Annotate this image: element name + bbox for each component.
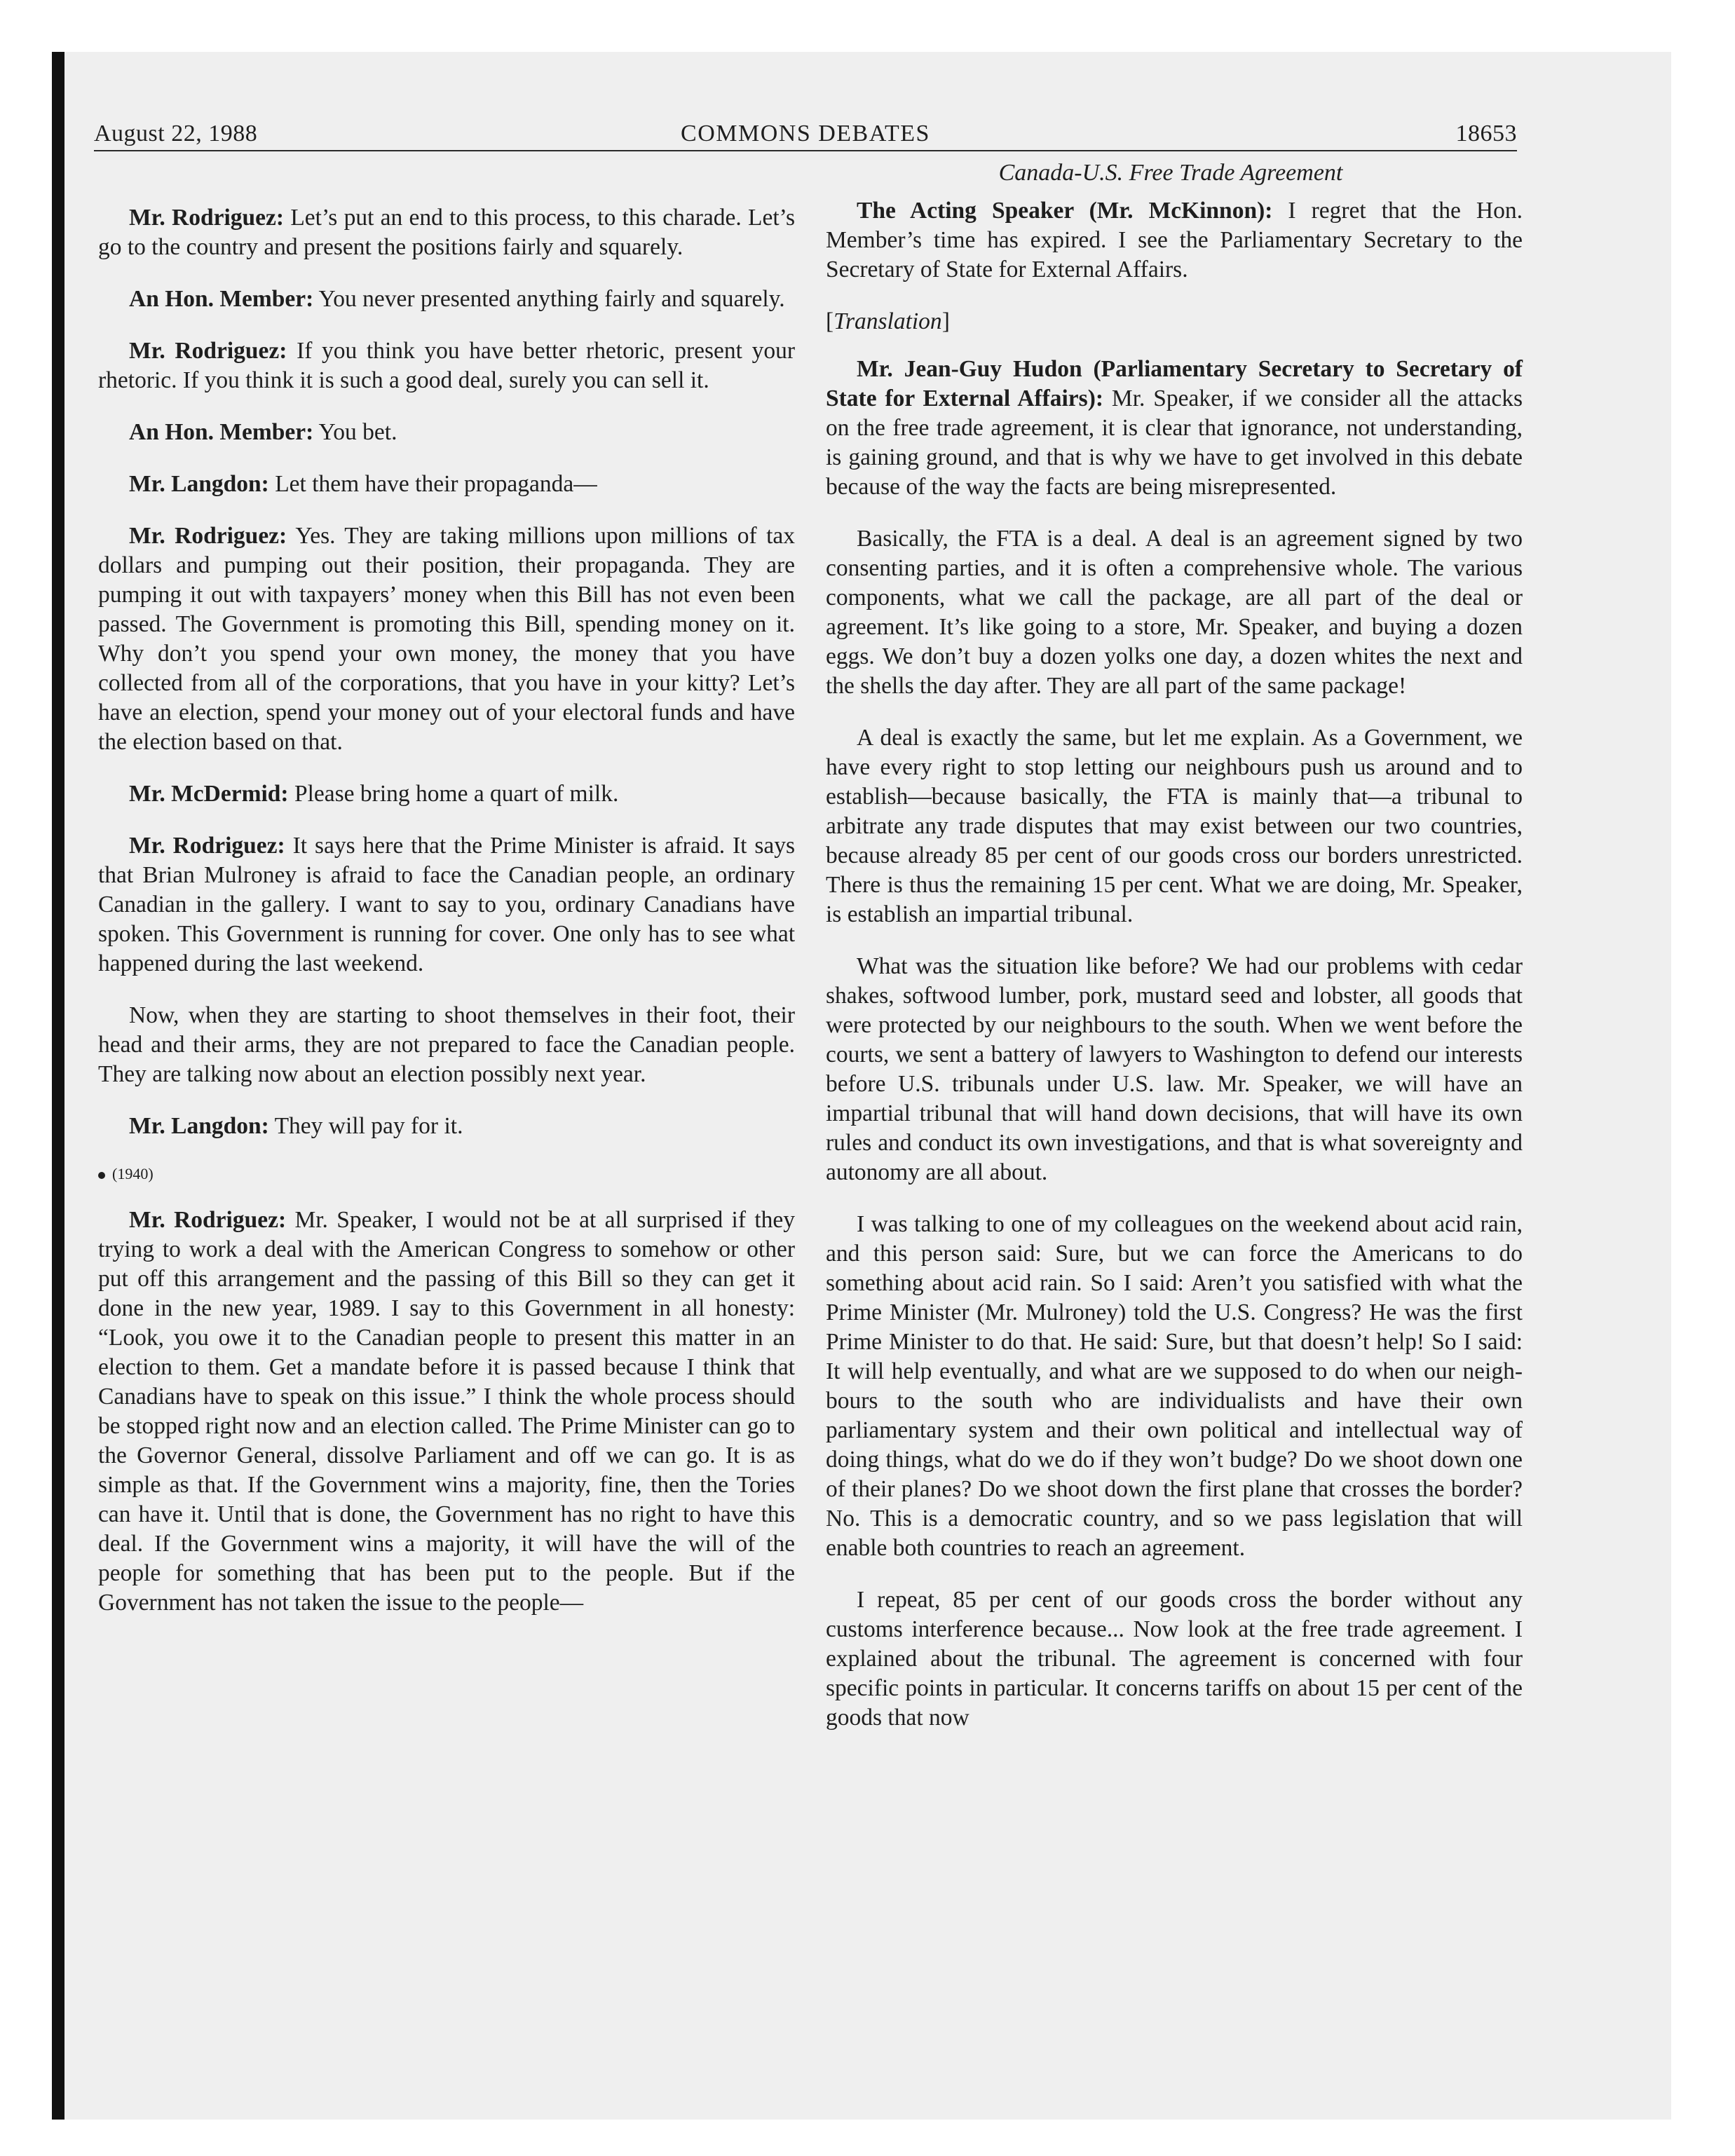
- speech-text: Mr. Speaker, if we consider all the attacks on the free trade agreement, it is clear that ignorance, not understanding, is gaining ground, and that is why we have to get involved in this debate because of the way the facts are being misrepresented.: [826, 386, 1523, 500]
- speech-paragraph: [826, 524, 1523, 701]
- header-rule: [94, 150, 1517, 151]
- speech-paragraph: [826, 1585, 1523, 1733]
- speech-paragraph: [826, 355, 1523, 502]
- speech-text: I repeat, 85 per cent of our goods cross the border without any customs interference because... Now look at the free trade agreement. I explained about the tribunal. The agreement is concerned with four specific points in particular. It concerns tariffs on about 15 per cent of the goods that now: [826, 1587, 1523, 1731]
- speaker-name: Mr. Langdon:: [129, 471, 269, 497]
- speech-text: You never presented anything fairly and squarely.: [313, 286, 785, 312]
- speech-paragraph: [98, 779, 795, 809]
- running-header: [94, 116, 1517, 151]
- speech-paragraph: [98, 418, 795, 447]
- speech-text: I regret that the Hon. Member’s time has expired. I see the Parliamentary Secretary to the Secretary of State for External Affairs.: [826, 198, 1523, 282]
- speech-paragraph: [98, 1112, 795, 1141]
- speech-text: Let them have their propaganda—: [268, 471, 597, 497]
- speech-text: What was the situation like before? We had our problems with cedar shakes, softwood lumber, pork, mustard seed and lobster, all goods that were protected by our neighbours to the south. When we went before the courts, we sent a battery of lawyers to Washington to defend our interests before U.S. tribunals under U.S. law. Mr. Speaker, we will have an impartial tribunal that will hand down decisions, that will have its own rules and conduct its own investigations, and that is what sovereignty and autonomy are all about.: [826, 953, 1523, 1185]
- timestamp: [98, 1164, 795, 1185]
- speech-text: Please bring home a quart of milk.: [288, 781, 619, 807]
- translation-marker: [826, 307, 1523, 336]
- speech-paragraph: [98, 470, 795, 499]
- speaker-name: Mr. Langdon:: [129, 1113, 269, 1139]
- speech-paragraph: [826, 196, 1523, 285]
- translation-label: Translation: [834, 308, 942, 334]
- speech-paragraph: [826, 952, 1523, 1187]
- speech-paragraph: [826, 723, 1523, 929]
- speech-text: Mr. Speaker, I would not be at all surprised if they trying to work a deal with the American Congress to somehow or other put off this arrangement and the passing of this Bill so they can get it done in the new year, 1989. I say to this Government in all honesty: “Look, you owe it to the Canadian people to present this matter in an election to them. Get a mandate before it is passed because I think that Canadians have to speak on this issue.” I think the whole process should be stopped right now and an election called. The Prime Minister can go to the Governor General, dissolve Parliament and off we can go. It is as simple as that. If the Government wins a majority, fine, then the Tories can have it. Until that is done, the Government has no right to have this deal. If the Government wins a majority, it will have the will of the people for something that has been put to the people. But if the Government has not taken the issue to the people—: [98, 1207, 796, 1616]
- speech-text: It says here that the Prime Minister is afraid. It says that Brian Mulroney is afraid to face the Canadian people, an ordinary Canadian in the gallery. I want to say to you, ordinary Canadians have spoken. This Government is running for cover. One only has to see what happened during the last weekend.: [98, 833, 796, 976]
- timestamp-text: (1940): [112, 1165, 154, 1182]
- speaker-name: Mr. Rodriguez:: [129, 1207, 287, 1233]
- header-date: August 22, 1988: [94, 121, 258, 146]
- speech-text: A deal is exactly the same, but let me explain. As a Government, we have every right to stop letting our neighbours push us around and to establish—because basically, the FTA is mainly that—a tribunal to arbitrate any trade disputes that may exist between our two countries, because already 85 per cent of our goods cross our borders unrestricted. There is thus the remaining 15 per cent. What we are doing, Mr. Speaker, is establish an impartial tribunal.: [826, 725, 1523, 927]
- speech-paragraph: [98, 831, 795, 978]
- speech-paragraph: [826, 1210, 1523, 1563]
- speaker-name: Mr. Rodriguez:: [129, 338, 287, 364]
- speech-text: Now, when they are starting to shoot themselves in their foot, their head and their arms, they are not prepared to face the Canadian people. They are talking now about an election possibly next year.: [98, 1002, 795, 1087]
- page-number: 18653: [1455, 121, 1517, 146]
- speech-text: They will pay for it.: [268, 1113, 463, 1139]
- speaker-name: Mr. Rodriguez:: [129, 833, 285, 859]
- speaker-name: Mr. McDermid:: [129, 781, 289, 807]
- speech-paragraph: [98, 1206, 795, 1618]
- speech-paragraph: [98, 336, 795, 395]
- speaker-name: The Acting Speaker (Mr. McKinnon):: [857, 198, 1273, 224]
- subject-heading: Canada-U.S. Free Trade Agreement: [998, 160, 1343, 186]
- speaker-name: An Hon. Member:: [129, 286, 314, 312]
- speech-paragraph: [98, 1001, 795, 1089]
- speech-text: Let’s put an end to this process, to this charade. Let’s go to the country and present the positions fairly and squarely.: [98, 205, 796, 260]
- bracket-open: [: [826, 308, 834, 334]
- speaker-name: Mr. Jean-Guy Hudon (Parliamentary Secretary to Secretary of State for External Affairs):: [826, 356, 1523, 411]
- bracket-close: ]: [941, 308, 950, 334]
- scan-border: [52, 52, 64, 2120]
- speech-text: I was talking to one of my colleagues on the weekend about acid rain, and this person said: Sure, but we can force the Americans to do something about acid rain. So I said: Aren’t you satisfied with what the Prime Minister (Mr. Mulroney) told the U.S. Congress? He was the first Prime Minister to do that. He said: Sure, but that doesn’t help! So I said: It will help eventually, and what are we supposed to do when our neighbours to the south who are individualists and have their own parliamentary system and their own political and intellectual way of doing things, what do we do if they won’t budge? Do we shoot down one of their planes? Do we shoot down the first plane that crosses the border? No. This is a democratic country, and so we pass legislation that will enable both countries to reach an agreement.: [826, 1211, 1523, 1561]
- right-column: [826, 196, 1523, 1755]
- speech-paragraph: [98, 521, 795, 757]
- header-title: COMMONS DEBATES: [681, 121, 930, 146]
- speaker-name: An Hon. Member:: [129, 419, 314, 445]
- speaker-name: Mr. Rodriguez:: [129, 205, 285, 231]
- speech-paragraph: [98, 285, 795, 314]
- speech-text: If you think you have better rhetoric, present your rhetoric. If you think it is such a good deal, surely you can sell it.: [98, 338, 796, 393]
- bullet-icon: [98, 1172, 105, 1179]
- speech-text: You bet.: [313, 419, 397, 445]
- speech-text: Basically, the FTA is a deal. A deal is an agreement signed by two consenting parties, and it is often a comprehensive whole. The various components, what we call the package, are all part of the deal or agreement. It’s like going to a store, Mr. Speaker, and buying a dozen eggs. We don’t buy a dozen yolks one day, a dozen whites the next and the shells the day after. They are all part of the same package!: [826, 526, 1523, 699]
- left-column: [98, 203, 795, 1640]
- speech-text: Yes. They are taking millions upon millions of tax dollars and pumping out their position, their propaganda. They are pumping it out with taxpayers’ money when this Bill has not even been passed. The Government is promoting this Bill, spending money on it. Why don’t you spend your own money, the money that you have collected from all of the corporations, that you have in your kitty? Let’s have an election, spend your money out of your electoral funds and have the election based on that.: [98, 523, 796, 755]
- speaker-name: Mr. Rodriguez:: [129, 523, 287, 549]
- speech-paragraph: [98, 203, 795, 262]
